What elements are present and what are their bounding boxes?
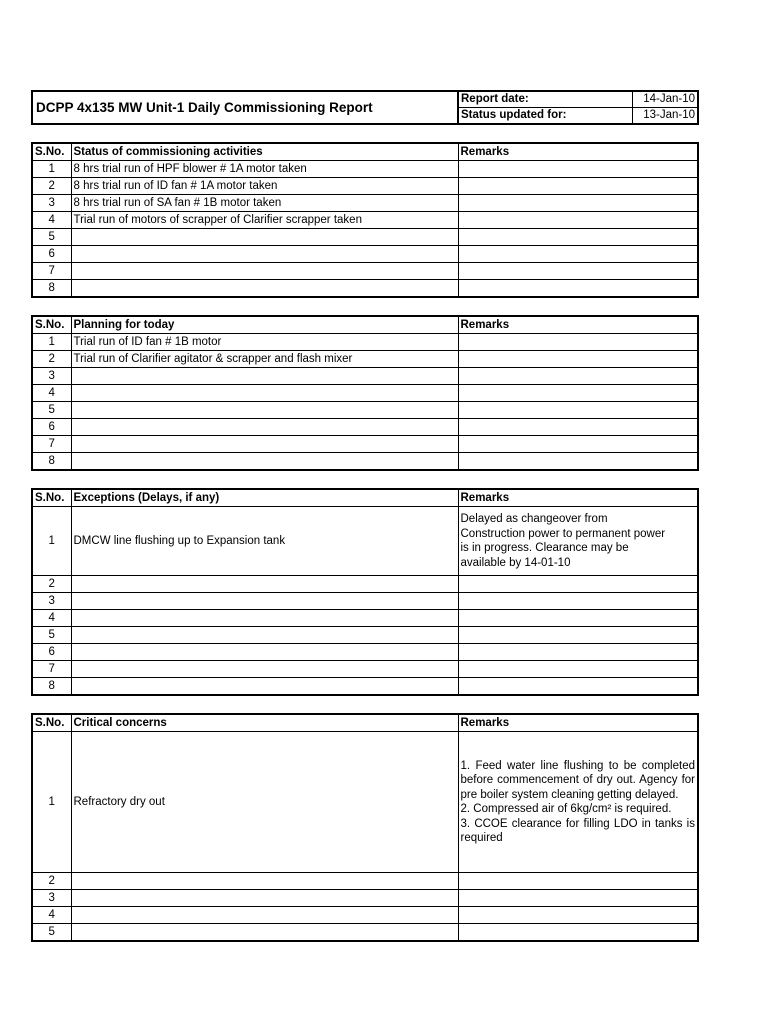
row-remarks [458,229,698,246]
row-number: 2 [32,576,71,593]
table-row [32,280,698,298]
row-remarks [458,907,698,924]
row-remarks [458,678,698,696]
row-remarks [458,644,698,661]
remarks-header: Remarks [458,714,698,732]
table-row [32,644,698,661]
row-remarks [458,246,698,263]
commissioning-table [31,142,699,298]
table-row [32,924,698,942]
row-number: 1 [32,732,71,873]
row-description [71,661,458,678]
row-remarks [458,368,698,385]
sno-header: S.No. [32,143,71,161]
table-row [32,263,698,280]
row-number: 2 [32,351,71,368]
row-description [71,890,458,907]
row-remarks: Delayed as changeover from Construction power to permanent power is in progress. Clearance may be available by 14-01-10 [458,507,698,576]
row-description [71,576,458,593]
table-row [32,593,698,610]
row-remarks [458,890,698,907]
section-header-row [32,489,698,507]
row-remarks [458,334,698,351]
table-row [32,212,698,229]
row-description [71,229,458,246]
row-number: 4 [32,385,71,402]
table-row [32,161,698,178]
section-title: Status of commissioning activities [71,143,458,161]
row-description: 8 hrs trial run of SA fan # 1B motor taken [71,195,458,212]
row-description [71,627,458,644]
row-description: 8 hrs trial run of ID fan # 1A motor taken [71,178,458,195]
row-number: 4 [32,907,71,924]
row-number: 3 [32,368,71,385]
section-title: Critical concerns [71,714,458,732]
row-remarks [458,873,698,890]
row-number: 8 [32,678,71,696]
row-number: 5 [32,627,71,644]
row-number: 3 [32,195,71,212]
table-row [32,334,698,351]
row-number: 5 [32,229,71,246]
status-updated-value: 13-Jan-10 [632,108,698,125]
row-number: 7 [32,263,71,280]
row-remarks [458,924,698,942]
status-updated-label: Status updated for: [458,108,632,125]
row-remarks [458,195,698,212]
row-remarks [458,263,698,280]
row-description [71,280,458,298]
table-row [32,402,698,419]
table-row [32,678,698,696]
row-number: 8 [32,453,71,471]
row-remarks [458,627,698,644]
row-number: 5 [32,402,71,419]
report-date-label: Report date: [458,91,632,108]
row-number: 3 [32,593,71,610]
report-header [31,90,699,125]
row-description: DMCW line flushing up to Expansion tank [71,507,458,576]
remarks-header: Remarks [458,316,698,334]
sno-header: S.No. [32,489,71,507]
row-description [71,644,458,661]
row-number: 5 [32,924,71,942]
table-row [32,907,698,924]
exceptions-table [31,488,699,696]
table-row [32,890,698,907]
row-number: 6 [32,419,71,436]
row-number: 7 [32,661,71,678]
row-description [71,385,458,402]
row-remarks [458,178,698,195]
table-row [32,419,698,436]
table-row [32,661,698,678]
row-remarks [458,161,698,178]
table-row [32,576,698,593]
row-description [71,873,458,890]
row-number: 1 [32,507,71,576]
table-row [32,385,698,402]
row-description [71,593,458,610]
row-description: Trial run of ID fan # 1B motor [71,334,458,351]
row-number: 4 [32,610,71,627]
table-row [32,732,698,873]
section-title: Planning for today [71,316,458,334]
table-row [32,351,698,368]
table-row [32,195,698,212]
sno-header: S.No. [32,316,71,334]
row-number: 3 [32,890,71,907]
row-remarks [458,661,698,678]
row-description: 8 hrs trial run of HPF blower # 1A motor taken [71,161,458,178]
row-description [71,402,458,419]
row-remarks [458,402,698,419]
table-row [32,610,698,627]
critical-concerns-table [31,713,699,942]
row-remarks [458,453,698,471]
row-description [71,924,458,942]
row-number: 6 [32,644,71,661]
row-remarks [458,419,698,436]
section-header-row [32,316,698,334]
row-remarks [458,593,698,610]
row-description [71,610,458,627]
row-number: 4 [32,212,71,229]
table-row [32,229,698,246]
table-row [32,436,698,453]
report-title: DCPP 4x135 MW Unit-1 Daily Commissioning Report [32,91,458,124]
row-number: 1 [32,161,71,178]
row-description [71,678,458,696]
row-description: Trial run of Clarifier agitator & scrapper and flash mixer [71,351,458,368]
report-sheet [31,90,697,942]
report-date-value: 14-Jan-10 [632,91,698,108]
row-remarks [458,385,698,402]
row-description [71,368,458,385]
row-number: 2 [32,873,71,890]
remarks-header: Remarks [458,489,698,507]
remarks-header: Remarks [458,143,698,161]
row-remarks [458,610,698,627]
row-remarks [458,576,698,593]
row-remarks [458,351,698,368]
table-row [32,627,698,644]
table-row [32,368,698,385]
table-row [32,507,698,576]
row-description: Trial run of motors of scrapper of Clarifier scrapper taken [71,212,458,229]
row-description [71,246,458,263]
table-row [32,178,698,195]
table-row [32,873,698,890]
sno-header: S.No. [32,714,71,732]
row-number: 2 [32,178,71,195]
table-row [32,453,698,471]
row-description [71,263,458,280]
row-remarks [458,212,698,229]
section-header-row [32,143,698,161]
row-description: Refractory dry out [71,732,458,873]
row-number: 8 [32,280,71,298]
row-remarks: 1. Feed water line flushing to be completed before commencement of dry out. Agency for pre boiler system cleaning getting delayed. 2. Compressed air of 6kg/cm² is required. 3. CCOE clearance for filling LDO in tanks is required [458,732,698,873]
row-description [71,453,458,471]
row-number: 1 [32,334,71,351]
planning-table [31,315,699,471]
row-description [71,907,458,924]
row-remarks [458,280,698,298]
row-remarks [458,436,698,453]
row-description [71,419,458,436]
row-number: 6 [32,246,71,263]
row-description [71,436,458,453]
section-title: Exceptions (Delays, if any) [71,489,458,507]
table-row [32,246,698,263]
row-number: 7 [32,436,71,453]
section-header-row [32,714,698,732]
